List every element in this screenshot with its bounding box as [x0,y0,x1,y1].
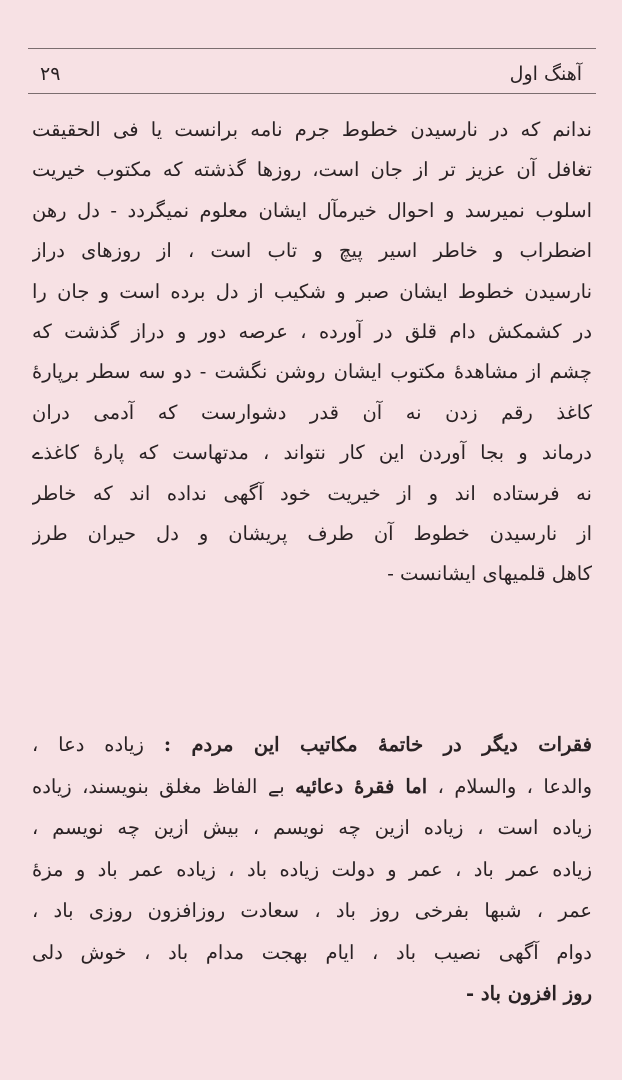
text-line: در کشمکش دام قلق در آورده ، عرصه دور و دراز گذشت که [32,319,592,343]
text-line: نه فرستاده اند و از خیریت خود آگهی نداده اند که خاطر [32,481,592,505]
text-line: عمر ، شبها بفرخی روز باد ، سعادت روزافزون روزی باد ، [32,899,592,922]
page-header [28,60,596,88]
text-line: ندانم که در نارسیدن خطوط جرم نامه برانست یا فی الحقیقت [32,118,592,141]
text-line [32,724,592,766]
text-line: تغافل آن عزیز تر از جان است، روزها گذشته که مکتوب خیریت [32,158,592,182]
bold-phrase: اما فقرهٔ دعائیه [295,774,428,798]
text-fragment: زیاده دعا ، [32,733,144,756]
text-fragment: بے الفاظ مغلق بنویسند، زیاده [32,774,285,798]
header-rule [28,93,596,94]
text-line: چشم از مشاهدهٔ مکتوب ایشان روشن نگشت - دو سه سطر برپارهٔ [32,360,592,384]
text-line: زیاده عمر باد ، عمر و دولت زیاده باد ، زیاده عمر باد و مزهٔ [32,857,592,881]
text-line: اضطراب و خاطر اسیر پیچ و تاب است ، از روزهای دراز [32,239,592,263]
text-line: کاهل قلمیهای ایشانست - [387,562,592,586]
text-line: نارسیدن خطوط ایشان صبر و شکیب از دل برده است و جان را [32,279,592,303]
text-line: از نارسیدن خطوط آن طرف پریشان و دل حیران طرز [32,521,592,545]
text-line: درماند و بجا آوردن این کار نتواند ، مدتهاست که پارهٔ کاغذے [32,441,592,465]
top-rule [28,48,596,49]
text-line: کاغذ رقم زدن نه آن قدر دشوارست که آدمی دران [32,400,592,424]
paragraph-1 [32,110,592,595]
text-line: زیاده است ، زیاده ازین چه نویسم ، بیش ازین چه نویسم ، [32,816,592,839]
paragraph-2 [32,724,592,1015]
text-line: دوام آگهی نصیب باد ، ایام بهجت مدام باد ، خوش دلی [32,940,592,964]
page-number: ۲۹ [40,63,61,85]
text-line: اسلوب نمیرسد و احوال خیرمآل ایشان معلوم نمیگردد - دل رهن [32,198,592,222]
text-fragment: والدعا ، والسلام ، [437,774,592,798]
text-line [32,973,592,1015]
text-line [32,766,592,808]
chapter-title: آهنگ اول [509,63,582,85]
section-heading: فقرات دیگر در خاتمهٔ مکاتیب این مردم : [163,733,592,756]
bold-phrase: روز افزون باد - [466,982,592,1005]
